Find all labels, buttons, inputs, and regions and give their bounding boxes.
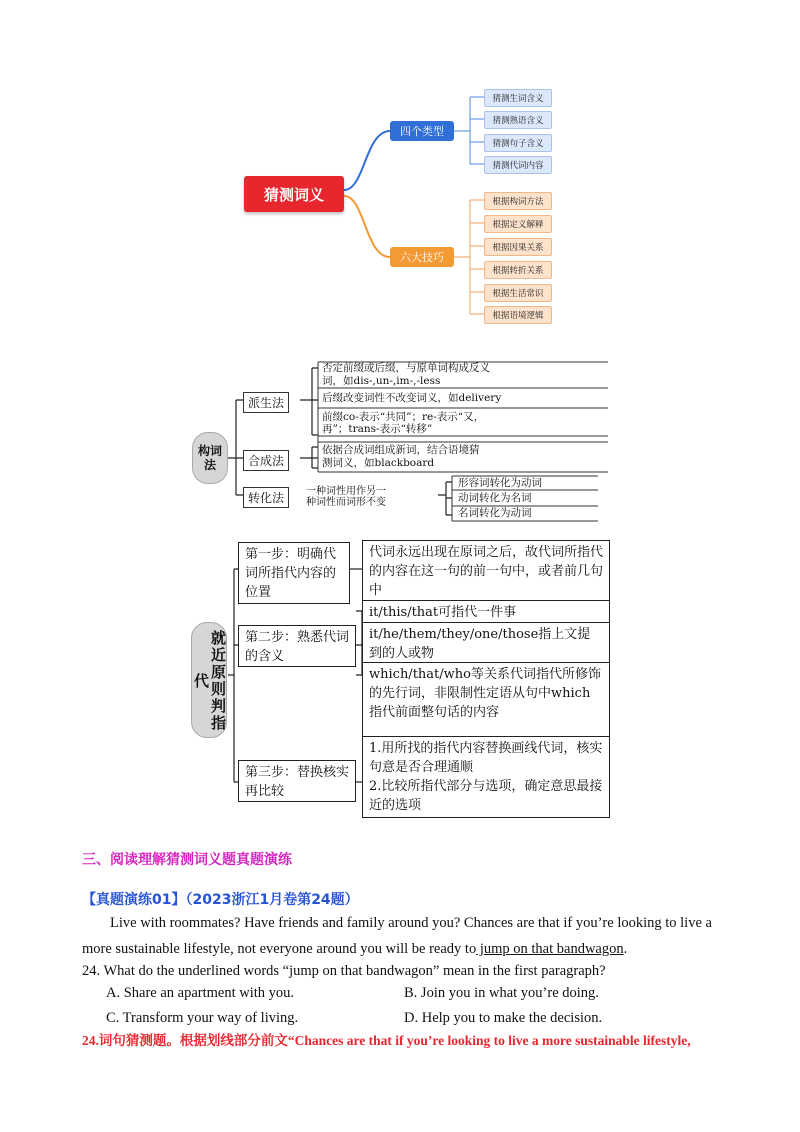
section-subheading: 【真题演练01】（2023浙江1月卷第24题）	[82, 892, 359, 908]
derivation-row: 再”；trans-表示“转移”	[322, 423, 433, 435]
pronoun-step3-row: 1.用所找的指代内容替换画线代词，核实句意是否合理通顺	[369, 741, 603, 775]
passage-underlined: jump on that bandwagon	[476, 941, 624, 957]
option-b: B. Join you in what you’re doing.	[404, 985, 599, 1001]
conversion-label: 转化法	[243, 487, 289, 508]
passage-text: Live with roommates? Have friends and family around you? Chances are that if you’re looking to live a more sustainable lifestyle, not everyone around you will be ready to	[82, 915, 712, 957]
conversion-row: 形容词转化为动词	[458, 477, 542, 489]
pronoun-step2-row: which/that/who等关系代词指代所修饰的先行词，非限制性定语从句中which指代前面整句话的内容	[362, 662, 610, 738]
mindmap-branch-skills: 六大技巧	[390, 247, 454, 267]
derivation-row: 前缀co-表示“共同”；re-表示“又，	[322, 411, 485, 423]
conversion-row: 动词转化为名词	[458, 492, 532, 504]
pronoun-step1-label: 第一步：明确代词所指代内容的位置	[238, 542, 350, 604]
pronoun-title	[191, 622, 227, 738]
pronoun-step3-label: 第三步：替换核实再比较	[238, 760, 356, 802]
mindmap-leaf: 猜测生词含义	[484, 89, 552, 107]
mindmap-leaf: 根据生活常识	[484, 284, 552, 302]
option-a: A. Share an apartment with you.	[106, 985, 295, 1001]
pronoun-title-text: 就近原则判指代	[192, 630, 227, 732]
derivation-row: 词，如dis-,un-,im-,-less	[322, 375, 441, 387]
mindmap-leaf: 根据语境逻辑	[484, 306, 552, 324]
derivation-row: 否定前缀或后缀，与原单词构成反义	[322, 362, 490, 374]
compound-row: 测词义，如blackboard	[322, 457, 435, 469]
mindmap-leaf: 猜测代词内容	[484, 156, 552, 174]
wordformation-title: 构词法	[192, 432, 228, 484]
compound-row: 依据合成词组成新词，结合语境猜	[322, 444, 480, 456]
mindmap-root: 猜测词义	[244, 176, 344, 212]
pronoun-step2-row: it/he/them/they/one/those指上文提到的人或物	[362, 622, 610, 664]
conversion-desc: 种词性而词形不变	[306, 497, 386, 508]
pronoun-step2-label: 第二步：熟悉代词的含义	[238, 625, 356, 667]
passage	[82, 910, 722, 962]
mindmap-leaf: 猜测熟语含义	[484, 111, 552, 129]
option-c: C. Transform your way of living.	[106, 1010, 299, 1026]
conversion-desc: 一种词性用作另一	[306, 486, 386, 497]
pronoun-step3-row: 2.比较所指代部分与选项，确定意思最接近的选项	[369, 779, 603, 813]
pronoun-step1-detail: 代词永远出现在原词之后，故代词所指代的内容在这一句的前一句中，或者前几句中	[362, 540, 610, 602]
mindmap-leaf: 根据构词方法	[484, 192, 552, 210]
passage-end: .	[623, 941, 628, 957]
answer-explanation: 24.词句猜测题。根据划线部分前文“Chances are that if you’re looking to live a more sustainable lifestyle,	[82, 1033, 691, 1048]
compound-label: 合成法	[243, 450, 289, 471]
derivation-label: 派生法	[243, 392, 289, 413]
mindmap-leaf: 根据因果关系	[484, 238, 552, 256]
mindmap-leaf: 根据转折关系	[484, 261, 552, 279]
mindmap-leaf: 根据定义解释	[484, 215, 552, 233]
mindmap-branch-types: 四个类型	[390, 121, 454, 141]
question: 24. What do the underlined words “jump on that bandwagon” mean in the first paragraph?	[82, 963, 606, 979]
mindmap-leaf: 猜测句子含义	[484, 134, 552, 152]
pronoun-step3-detail	[362, 736, 610, 818]
pronoun-step2-row: it/this/that可指代一件事	[362, 600, 610, 624]
section-heading: 三、阅读理解猜测词义题真题演练	[82, 852, 292, 868]
derivation-row: 后缀改变词性不改变词义，如delivery	[322, 392, 502, 404]
option-d: D. Help you to make the decision.	[404, 1010, 603, 1026]
conversion-row: 名词转化为动词	[458, 507, 532, 519]
